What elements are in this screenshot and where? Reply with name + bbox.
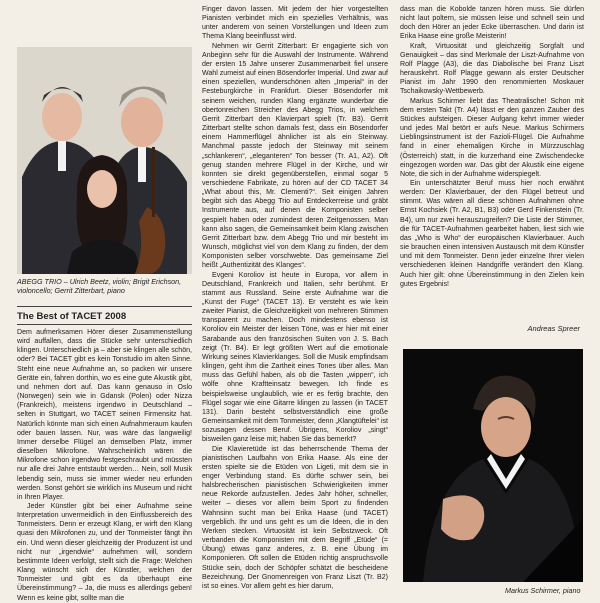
- paragraph: Evgeni Koroliov ist heute in Europa, vor allem in Deutschland, Frankreich und Italien, sehr berühmt. Er stammt aus Russland. Seine erste Aufnahme war die „Kunst der Fuge“ (TACET 13). Er versteht es wie kein zweiter Pianist, die Gleichzeitigkeit von mehreren Stimmen transparent zu machen. Doch mindestens ebenso ist Koroliov ein Meister der leisen Töne, was er hier mit einer Sarabande aus den französischen Suiten von J. S. Bach zeigt (Tr. B4). Er legt größten Wert auf die emotionale Wirkung seines Klavierklanges. Soll die Musik empfindsam klingen, geht ihm die Zartheit eines Tones über alles. Man muss das Gefühl haben, als ob die Tasten „wippen“, ich wölfe ohne Kraftteinsatz bewegen. Ich finde es beispielsweise unglaublich, wie er es fertig brachte, den Flügel sogar wie eine Gitarre klingen zu lassen (in TACET 131). Darin besteht selbstverständlich eine große Gemeinsamkeit mit dem Tonmeister, denn „Klangtüftelei“ ist sozusagen dessen Beruf. Übrigens, Koroliov „singt“ bisweilen ganz leise mit; haben Sie das bemerkt?: [202, 271, 388, 444]
- trio-photo-caption: ABEGG TRIO – Ulrich Beetz, violin; Brigit Erichson, violoncello; Gerrit Zitterbart, piano: [17, 277, 182, 295]
- trio-photo-illustration: [17, 47, 192, 274]
- pianist-photo-caption: Markus Schirmer, piano: [505, 586, 581, 595]
- paragraph: Jeder Künstler gibt bei einer Aufnahme seine Interpretation unvermeidlich in den Einflussbereich des Tonmeisters. Denn er erzeugt Klang, er wirft den Klang quasi den Mikrofonen zu, und der Tonmeister fängt ihn ein. Und wenn dieser gleichzeitig der Produzent ist und nicht nur „irgendwie“ aufnehmen will, sondern bestimmte Ideen verfolgt, stellt sich die Frage: Welchen Klang wünscht sich der Künstler, welchen der Tonmeister und gibt es da überhaupt eine Übereinstimmung? – Ja, die muss es allerdings geben! Wenn es keine gibt, sollte man die: [17, 502, 192, 602]
- paragraph: Nehmen wir Gerrit Zitterbart: Er engagierte sich von Anbeginn sehr für die Auswahl der Instrumente. Während der ersten 15 Jahre unserer Zusammenarbeit fiel unsere Wahl zumeist auf einen Bösendorfer Imperial. Und zwar auf einen speziellen, wunderschönen alten „Imperial“ in der Festeburgkirche in Frankfurt. Dieser Bösendorfer mit seinem weichen, runden Klang ergänzte wunderbar die obertonreichen Streicher des Abegg Trios, in welchem Gerrit Zitterbart den Klavierpart spielt (Tr. B3). Gerrit Zitterbart stellte schon damals fest, dass ein Bösendorfer einem Hammerflügel ähnlicher ist als ein Steinway. Manchmal passte jedoch der Steinway mit seinem „schlankeren“, „eleganteren“ Ton besser (Tr. A1, A2). Oft genug standen mehrere Flügel in der Kirche, und wir konnten sie direkt gegenüberstellen, einmal sogar 5 verschiedene Fabrikate, zu hören auf der CD TACET 34 „What about this, Mr. Clementi?“. Seit einigen Jahren begibt sich das Abegg Trio auf Entdeckerreise und gräbt Instrumente aus, auf denen die Komponisten selber gespielt haben oder zumindest deren Zeitgenossen. Man kann also sagen, die Gemeinsamkeit beim Klang zwischen Gerrit Zitterbart bzw. dem Abegg Trio und mir besteht im Wunsch, möglichst viel von dem Klang zu finden, der dem Komponisten selber vorschwebte. Das gemeinsame Ziel heißt „Authentizität des Klanges“.: [202, 42, 388, 270]
- pianist-photo-illustration: [403, 349, 583, 582]
- section-top-rule: [17, 306, 192, 307]
- paragraph: dass man die Kobolde tanzen hören muss. Sie dürfen nicht laut poltern, sie müssen leise und schnell sein und doch den Hörer an jeder Ecke überraschen. Und darin ist Erika Haase eine große Meisterin!: [400, 6, 584, 41]
- pianist-photo: [403, 349, 583, 582]
- section-heading: The Best of TACET 2008: [17, 311, 127, 322]
- paragraph: Markus Schirmer liebt das Theatralische! Schon mit dem ersten Takt (Tr. A4) lässt er den ganzen Zauber des Stückes aufsteigen. Dieser Aufgang kehrt immer wieder und jedes Mal betört er aufs Neue. Markus Schirmers Lieblingsinstrument ist der Fazioli-Flügel. Die Aufnahme fand in einer ehemaligen Kirche in Mürzzuschlag (Österreich) statt, in die kurzerhand eine Zwischendecke eingezogen worden war. Das gibt der Akustik eine eigene Note, die sich in der Aufnahme widerspiegelt.: [400, 97, 584, 178]
- paragraph: Die Klavieretüde ist das beherrschende Thema der pianistischen Laufbahn von Erika Haase. Als eine der ersten spielte sie die Etüden von Ligeti, mit dem sie in enger Verbindung stand. Es dürfte schwer sein, bei halsbrecherischen pianistischen Schwierigkeiten immer neue Rekorde aufzustellen. Jedes Jahr höher, schneller, weiter – dieses vor allem beim Sport zu findenden Wahnsinn sucht man bei Erika Haase (und TACET) vergeblich. Ihr und uns geht es um die Ideen, die in den Werken stecken. Virtuosität ist kein Selbstzweck. Oft verbanden die Komponisten mit dem Begriff „Etüde“ (= Übung) etwas ganz anderes, z. B. eine Übung im Komponieren. Oft sollen die Etüden richtig anspruchsvolle Stücke sein, doch der Schöpfer schätzt die bescheidene Bezeichnung. Der Gnomenreigen von Franz Liszt (Tr. B2) ist so eines. Vor allem geht es hier darum,: [202, 445, 388, 590]
- trio-photo: [17, 47, 192, 274]
- paragraph: Ein unterschätzter Beruf muss hier noch erwähnt werden: Der Klavierbauer, der den Flügel betreut und stimmt. Was wären all diese schönen Aufnahmen ohne Ernst Kochsiek (Tr. A2, B1, B3) oder Gerd Finkenstein (Tr. B4), um nur zwei herauszugreifen? Die Liste der Stimmer, die für TACET-Aufnahmen gearbeitet haben, liest sich wie das „Who is Who“ der europäischen Klavierbauer. Auch sie brauchen einen intensiven Austausch mit dem Künstler und mit dem Tonmeister. Denn jeder einzelne Ihrer vielen verschiedenen kleinen Handgriffe verändert den Klang. Auch hier gilt: ohne Übereinstimmung in den Zielen kein gutes Ergebnis!: [400, 179, 584, 288]
- author-signature: Andreas Spreer: [527, 324, 580, 333]
- column-1-text: [17, 328, 192, 603]
- paragraph: Dem aufmerksamen Hörer dieser Zusammenstellung wird auffallen, dass die Stücke sehr unterschiedlich klingen. Unterschiedlich ja – aber sie klingen alle schön, oder? Bei TACET gibt es kein Tonstudio im alten Sinne. Steht eine neue Aufnahme an, so packen wir unsere Geräte ein, fahren dorthin, wo es eine gute Akustik gibt, und nehmen dort auf. Das kann genauso in Oslo (Norwegen) sein wie in Gdansk (Polen) oder Nizza (Frankreich), meistens irgendwo in Deutschland – selten in Stuttgart, wo TACET seinen Firmensitz hat. Natürlich könnte man sich einen Aufnahmeraum kaufen oder bauen lassen. Nur, was wäre das langweilig! Immer derselbe Flügel an demselben Platz, immer dieselben Mikrofone. Wahrscheinlich wären die Mikrofone schon irgendwo festgeschraubt und müssten nur alle drei Jahre entstaubt werden… Nein, soll Musik lebendig sein, muss sie immer wieder neu erfunden werden. Sonst gehört sie wirklich ins Museum und nicht in Ihren Player.: [17, 329, 192, 501]
- column-2-text: [202, 5, 388, 591]
- paragraph: Kraft, Virtuosität und gleichzeitig Sorgfalt und Genauigkeit – das sind Merkmale der Liszt-Aufnahme von Rolf Plagge (A3), die das Diabolische bei Franz Liszt herauskehrt. Rolf Plagge gewann als erster Deutscher Pianist im Jahr 1990 den renommierten Moskauer Tschaikowsky-Wettbewerb.: [400, 42, 584, 96]
- column-3-text: [400, 5, 584, 289]
- paragraph: Finger davon lassen. Mit jedem der hier vorgestellten Pianisten verbindet mich ein spezielles Verhältnis, was unter anderem von seinen Vorstellungen und Ideen zum Thema Klang beeinflusst wird.: [202, 6, 388, 41]
- section-bottom-rule: [17, 324, 192, 325]
